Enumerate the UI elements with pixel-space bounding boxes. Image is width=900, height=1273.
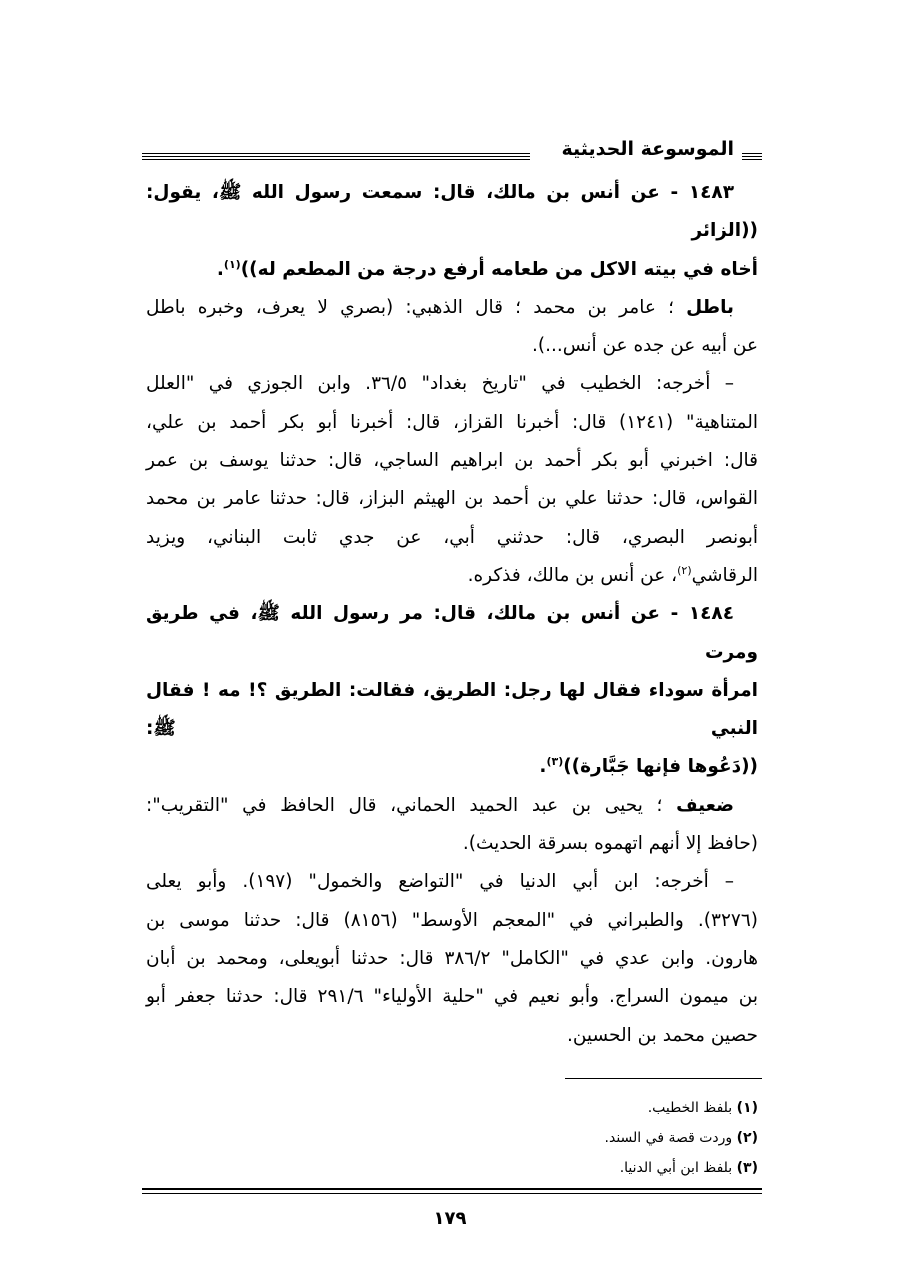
hadith-1484-line: امرأة سوداء فقال لها رجل: الطريق، فقالت: الطريق ؟! مه ! فقال النبي ﷺ: <box>146 679 758 740</box>
main-text <box>146 174 758 1055</box>
takhrij-line <box>146 557 758 595</box>
footnote-text: بلفظ الخطيب. <box>647 1100 737 1116</box>
takhrij-line: – أخرجه: الخطيب في "تاريخ بغداد" ٣٦/٥. وابن الجوزي في "العلل <box>146 373 734 395</box>
takhrij-line: أبونصر البصري، قال: حدثني أبي، عن جدي ثابت البناني، ويزيد <box>146 526 758 548</box>
grade-text: ؛ يحيى بن عبد الحميد الحماني، قال الحافظ في "التقريب": <box>146 794 677 816</box>
header-rule-short <box>742 153 762 157</box>
hadith-text: ((دَعُوها فإنها جَبَّارة)) <box>563 756 758 778</box>
page-header <box>142 136 762 170</box>
footnote-ref: (١) <box>223 257 241 271</box>
footnote <box>146 1093 758 1123</box>
takhrij-line: بن ميمون السراج. وأبو نعيم في "حلية الأولياء" ٢٩١/٦ قال: حدثنا جعفر أبو <box>146 986 759 1008</box>
footnote <box>146 1123 758 1153</box>
grade-line: عن أبيه عن جده عن أنس...). <box>531 335 758 357</box>
footnote-ref: (٣) <box>546 755 564 769</box>
footer-rule <box>142 1188 762 1190</box>
hadith-1484-line <box>146 748 758 786</box>
footnote-number: (٢) <box>736 1130 758 1146</box>
grade-word: ضعيف <box>676 794 734 816</box>
takhrij-line: حصين محمد بن الحسين. <box>566 1024 758 1046</box>
footer-rule <box>142 1193 762 1194</box>
takhrij-line: قال: اخبرني أبو بكر أحمد بن ابراهيم الساجي، قال: حدثنا يوسف بن عمر <box>146 450 758 472</box>
grade-line <box>146 787 758 825</box>
header-title: الموسوعة الحديثية <box>556 138 741 160</box>
hadith-1483-line <box>146 251 758 289</box>
header-rule <box>142 153 530 157</box>
header-rule-short <box>742 159 762 160</box>
takhrij-line: – أخرجه: ابن أبي الدنيا في "التواضع والخمول" (١٩٧). وأبو يعلى <box>146 871 734 893</box>
takhrij-line: القواس، قال: حدثنا علي بن أحمد بن الهيثم البزاز، قال: حدثنا عامر بن محمد <box>146 488 758 510</box>
footnote-text: بلفظ ابن أبي الدنيا. <box>619 1160 737 1176</box>
footnote-separator <box>565 1078 762 1079</box>
footnotes <box>146 1093 758 1183</box>
grade-line <box>146 289 758 327</box>
hadith-1484-line: ١٤٨٤ - عن أنس بن مالك، قال: مر رسول الله ﷺ، في طريق ومرت <box>146 603 758 663</box>
hadith-1483-line: ١٤٨٣ - عن أنس بن مالك، قال: سمعت رسول الله ﷺ، يقول: ((الزائر <box>146 182 758 242</box>
takhrij-line: المتناهية" (١٢٤١) قال: أخبرنا القزاز، قال: أخبرنا أبو بكر أحمد بن علي، <box>146 411 758 433</box>
takhrij-line: هارون. وابن عدي في "الكامل" ٣٨٦/٢ قال: حدثنا أبويعلى، ومحمد بن أبان <box>146 947 759 969</box>
footnote-text: وردت قصة في السند. <box>604 1130 737 1146</box>
takhrij-text: الرقاشي <box>691 564 758 586</box>
grade-text: ؛ عامر بن محمد ؛ قال الذهبي: (بصري لا يعرف، وخبره باطل <box>146 296 687 318</box>
hadith-text: أخاه في بيته الاكل من طعامه أرفع درجة من المطعم له)) <box>240 258 758 280</box>
punctuation: . <box>539 756 547 778</box>
header-rule <box>142 159 530 160</box>
footnote-number: (٣) <box>736 1160 758 1176</box>
takhrij-line: (٣٢٧٦). والطبراني في "المعجم الأوسط" (٨١٥٦) قال: حدثنا موسى بن <box>146 909 758 931</box>
takhrij-text: ، عن أنس بن مالك، فذكره. <box>467 564 678 586</box>
punctuation: . <box>216 258 224 280</box>
grade-line: (حافظ إلا أنهم اتهموه بسرقة الحديث). <box>462 833 758 855</box>
footnote <box>146 1153 758 1183</box>
page-number: ١٧٩ <box>433 1208 467 1229</box>
footnote-number: (١) <box>736 1100 758 1116</box>
footnote-ref: (٢) <box>677 563 692 577</box>
grade-word: باطل <box>686 296 734 318</box>
